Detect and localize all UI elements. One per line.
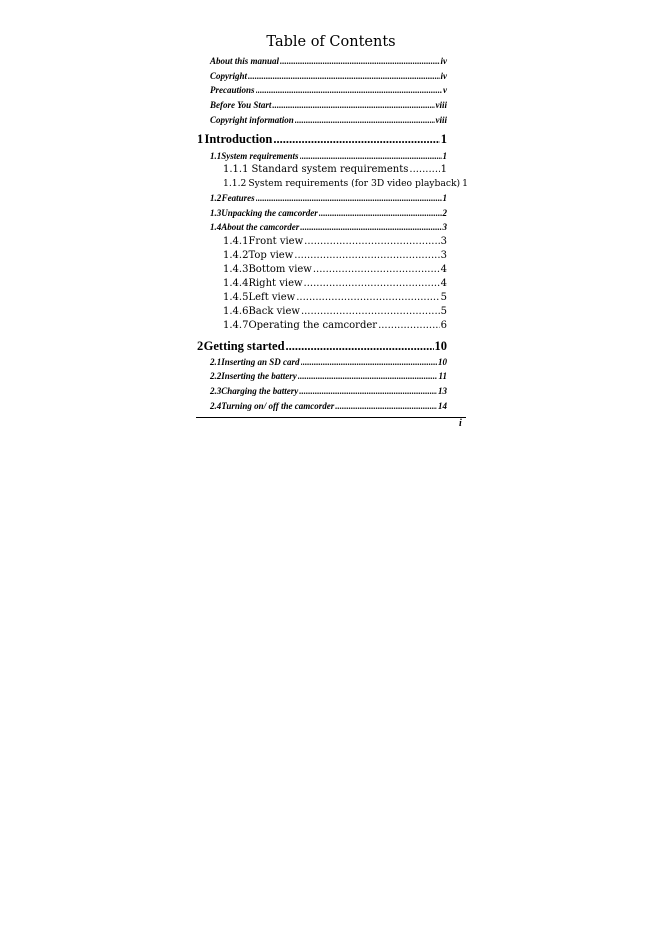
toc-section-1-1[interactable] [210,151,447,161]
section-page: 3 [442,222,447,232]
leader-dots [296,292,439,303]
leader-dots [273,132,439,147]
toc-section-2-3[interactable] [210,386,447,396]
toc-subsection-1-4-1[interactable] [223,236,447,247]
toc-entry-label: About this manual [210,56,280,66]
section-page: 11 [438,371,447,381]
toc-entry-page: viii [435,115,447,125]
subsection-label: Left view [248,292,296,303]
section-label: Inserting an SD card [221,357,300,367]
section-number: 1.1 [210,151,222,161]
toc-section-1-2[interactable] [210,193,447,203]
chapter-page: 1 [440,132,447,146]
chapter-label: Introduction [204,132,273,146]
subsection-label: Right view [248,278,303,289]
toc-section-1-3[interactable] [210,208,447,218]
toc-section-1-4[interactable] [210,222,447,232]
leader-dots [280,56,439,66]
section-label: Inserting the battery [221,371,297,381]
toc-section-2-4[interactable] [210,401,447,411]
leader-dots [313,264,440,275]
subsection-page: 3 [440,236,447,247]
chapter-number: 1 [197,132,204,146]
subsection-page: 4 [440,278,447,289]
subsection-number: 1.4.2 [223,250,249,261]
leader-dots [286,339,434,354]
section-label: Turning on/ off the camcorder [221,401,335,411]
section-page: 10 [438,357,447,367]
subsection-number: 1.4.3 [223,264,249,275]
leader-dots [304,236,439,247]
toc-section-2-1[interactable] [210,357,447,367]
leader-dots [409,164,439,175]
toc-subsection-1-4-6[interactable] [223,306,447,317]
section-number: 2.3 [210,386,222,396]
section-number: 2.2 [210,371,222,381]
subsection-number: 1.4.4 [223,278,249,289]
toc-entry-label: Copyright information [210,115,294,125]
subsection-label: Front view [248,236,304,247]
toc-section-2-2[interactable] [210,371,447,381]
toc-entry-page: viii [435,100,447,110]
section-number: 2.1 [210,357,222,367]
subsection-number: 1.4.7 [223,320,249,331]
toc-entry-page: v [443,85,447,95]
section-page: 2 [442,208,447,218]
subsection-label: System requirements (for 3D video playback) [248,178,461,189]
section-label: System requirements [221,151,299,161]
leader-dots [298,371,438,381]
leader-dots [299,386,437,396]
section-label: Features [221,193,255,203]
toc-entry-label: Copyright [210,71,248,81]
subsection-label: Top view [248,250,294,261]
leader-dots [248,71,439,81]
footer-page-number: i [459,418,462,429]
subsection-number: 1.1.2 [223,178,247,189]
subsection-page: 1 [440,164,447,175]
leader-dots [300,222,441,232]
leader-dots [378,320,440,331]
toc-entry-before-you-start[interactable] [210,100,447,110]
leader-dots [256,193,442,203]
section-label: About the camcorder [221,222,300,232]
leader-dots [300,151,442,161]
toc-entry-copyright[interactable] [210,71,447,81]
toc-subsection-1-1-1[interactable] [223,164,447,175]
toc-subsection-1-4-2[interactable] [223,250,447,261]
section-page: 14 [438,401,447,411]
subsection-page: 5 [440,306,447,317]
leader-dots [304,278,440,289]
toc-subsection-1-1-2[interactable] [223,178,469,189]
leader-dots [319,208,442,218]
toc-entry-label: Precautions [210,85,255,95]
section-number: 2.4 [210,401,222,411]
toc-entry-page: iv [440,71,447,81]
toc-subsection-1-4-4[interactable] [223,278,447,289]
toc-entry-label: Before You Start [210,100,272,110]
section-label: Charging the battery [221,386,299,396]
subsection-label: Bottom view [248,264,312,275]
chapter-page: 10 [434,339,447,353]
toc-entry-precautions[interactable] [210,85,447,95]
section-page: 1 [442,193,447,203]
subsection-number: 1.1.1 [223,164,249,175]
subsection-label: Standard system requirements [251,164,409,175]
section-number: 1.3 [210,208,222,218]
leader-dots [294,250,439,261]
toc-subsection-1-4-3[interactable] [223,264,447,275]
section-page: 1 [442,151,447,161]
subsection-page: 5 [440,292,447,303]
toc-chapter-introduction[interactable] [197,132,447,147]
toc-entry-copyright-information[interactable] [210,115,447,125]
subsection-page: 6 [440,320,447,331]
subsection-number: 1.4.5 [223,292,249,303]
subsection-page: 4 [440,264,447,275]
subsection-page: 1 [462,178,469,189]
toc-entry-page: iv [440,56,447,66]
section-label: Unpacking the camcorder [221,208,318,218]
toc-entry-about-this-manual[interactable] [210,56,447,66]
toc-chapter-getting-started[interactable] [197,339,447,354]
subsection-page: 3 [440,250,447,261]
leader-dots [301,306,440,317]
leader-dots [295,115,435,125]
section-number: 1.2 [210,193,222,203]
footer-rule [196,417,466,418]
subsection-label: Operating the camcorder [248,320,378,331]
chapter-label: Getting started [203,339,285,353]
leader-dots [335,401,437,411]
leader-dots [256,85,442,95]
toc-title: Table of Contents [266,34,396,50]
chapter-number: 2 [197,339,204,353]
leader-dots [301,357,437,367]
section-page: 13 [438,386,447,396]
subsection-label: Back view [248,306,300,317]
subsection-number: 1.4.6 [223,306,249,317]
toc-subsection-1-4-7[interactable] [223,320,447,331]
toc-subsection-1-4-5[interactable] [223,292,447,303]
leader-dots [272,100,434,110]
section-number: 1.4 [210,222,222,232]
subsection-number: 1.4.1 [223,236,249,247]
